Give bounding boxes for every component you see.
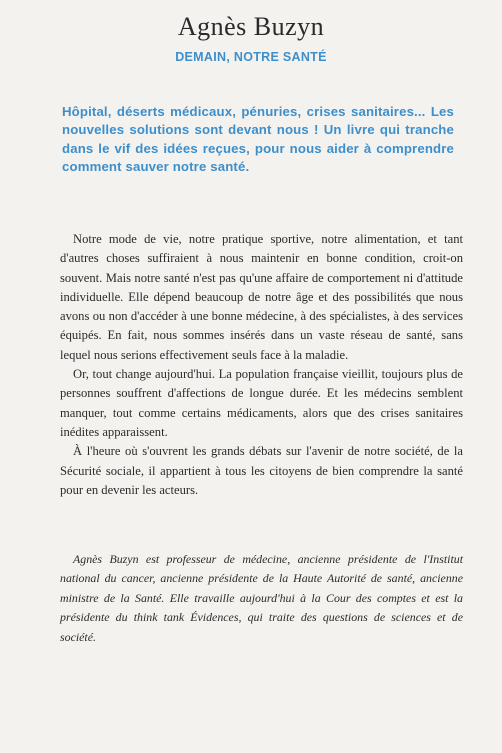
summary-text (60, 230, 463, 500)
summary-paragraph: À l'heure où s'ouvrent les grands débats sur l'avenir de notre société, de la Sécurité sociale, il appartient à tous les citoyens de bien comprendre la santé pour en devenir les acteurs. (60, 444, 463, 497)
summary-paragraph: Or, tout change aujourd'hui. La population française vieillit, toujours plus de personnes souffrent d'affections de longue durée. Et les médecins semblent manquer, tout comme certains médicaments, alors que des crises sanitaires inédites apparaissent. (60, 367, 463, 439)
author-bio (60, 550, 463, 647)
summary-paragraph: Notre mode de vie, notre pratique sportive, notre alimentation, et tant d'autres choses suffiraient à nous maintenir en bonne condition, croit-on souvent. Mais notre santé n'est pas qu'une affaire de comportement ni d'attitude individuelle. Elle dépend beaucoup de notre âge et des possibilités que nous avons ou non d'accéder à une bonne médecine, à des spécialistes, à des services équipés. En fait, nous sommes insérés dans un vaste réseau de santé, sans lequel nous serions effectivement seuls face à la maladie. (60, 232, 463, 362)
book-title: DEMAIN, NOTRE SANTÉ (175, 50, 327, 64)
pitch-blurb: Hôpital, déserts médicaux, pénuries, crises sanitaires... Les nouvelles solutions sont devant nous ! Un livre qui tranche dans le vif des idées reçues, pour nous aider à comprendre comment sauver notre santé. (62, 104, 454, 175)
author-name: Agnès Buzyn (177, 12, 325, 41)
author-bio-text: Agnès Buzyn est professeur de médecine, ancienne présidente de l'Institut national du cancer, ancienne présidente de la Haute Autorité de santé, ancienne ministre de la Santé. Elle travaille aujourd'hui à la Cour des comptes et est la présidente du think tank Évidences, qui traite des questions de sciences et de société. (60, 552, 463, 644)
